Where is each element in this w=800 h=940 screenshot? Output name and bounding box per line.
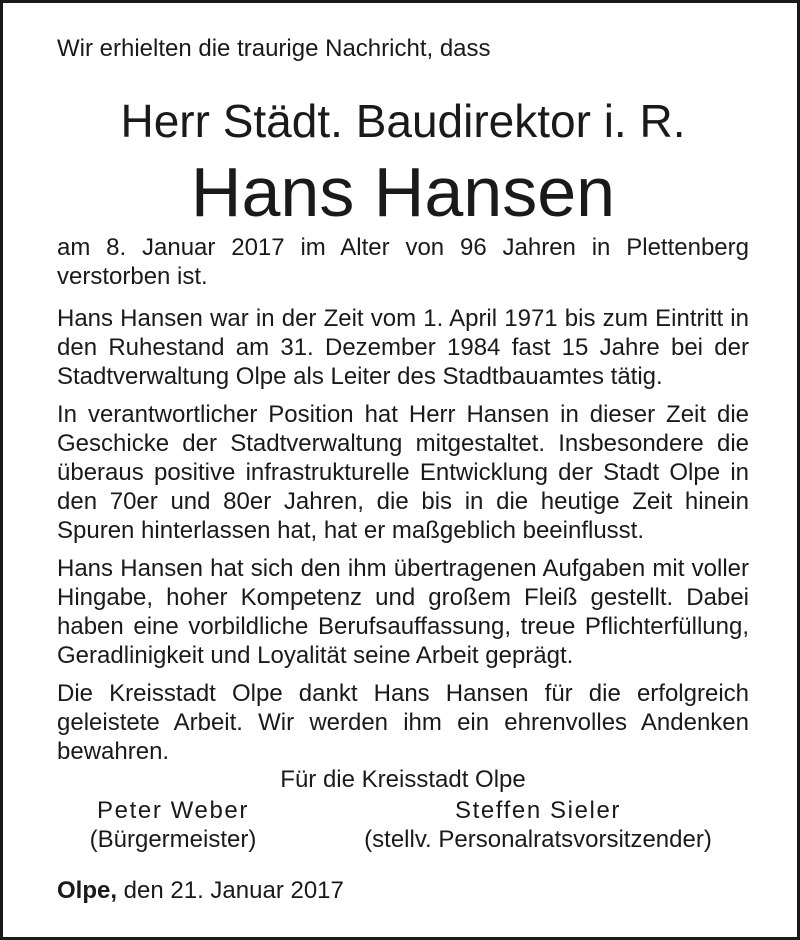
on-behalf-line: Für die Kreisstadt Olpe bbox=[280, 766, 526, 793]
body-paragraph-character: Hans Hansen hat sich den ihm übertragenen Aufgaben mit voller Hingabe, hoher Kompetenz und großem Fleiß gestellt. Dabei haben eine vorbildliche Berufsauffassung, treue Pflichterfüllung, Geradlinigkeit und Loyalität seine Arbeit geprägt. bbox=[57, 555, 749, 669]
signer-role: (Bürgermeister) bbox=[89, 826, 257, 853]
deceased-title: Herr Städt. Baudirektor i. R. bbox=[120, 95, 686, 147]
place-date-line bbox=[57, 876, 344, 905]
intro-line: Wir erhielten die traurige Nachricht, dass bbox=[57, 35, 491, 62]
place: Olpe, bbox=[57, 877, 118, 904]
body-paragraph-achievements: In verantwortlicher Position hat Herr Hansen in dieser Zeit die Geschicke der Stadtverwaltung mitgestaltet. Insbesondere die überaus positive infrastrukturelle Entwicklung der Stadt Olpe in den 70er und 80er Jahren, die bis in die heutige Zeit hinein Spuren hinterlassen hat, hat er maßgeblich beeinflusst. bbox=[57, 401, 749, 544]
body-paragraph-career: Hans Hansen war in der Zeit vom 1. April 1971 bis zum Eintritt in den Ruhestand am 31. Dezember 1984 fast 15 Jahre bei der Stadtverwaltung Olpe als Leiter des Stadtbauamtes tätig. bbox=[57, 305, 749, 390]
signer-mayor bbox=[73, 796, 273, 854]
signer-staff-council bbox=[343, 796, 733, 854]
notice-body bbox=[57, 233, 749, 775]
date: den 21. Januar 2017 bbox=[117, 877, 344, 904]
signer-role: (stellv. Personalratsvorsitzender) bbox=[364, 826, 712, 853]
body-paragraph-thanks: Die Kreisstadt Olpe dankt Hans Hansen für die erfolgreich geleistete Arbeit. Wir werden ihm ein ehrenvolles Andenken bewahren. bbox=[57, 680, 749, 765]
body-paragraph-death: am 8. Januar 2017 im Alter von 96 Jahren in Plettenberg verstorben ist. bbox=[57, 234, 749, 290]
signer-name: Peter Weber bbox=[97, 797, 249, 824]
deceased-name: Hans Hansen bbox=[190, 153, 616, 231]
signer-name: Steffen Sieler bbox=[454, 797, 622, 824]
